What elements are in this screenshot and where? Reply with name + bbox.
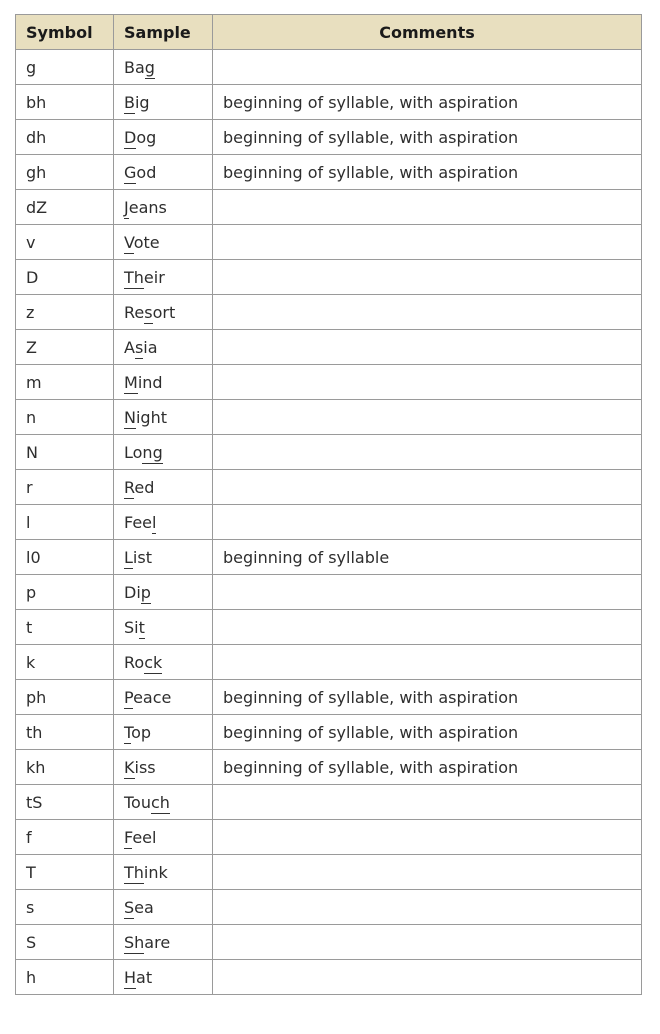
- sample-underlined-sound: N: [124, 407, 136, 427]
- comment-cell: beginning of syllable, with aspiration: [213, 120, 642, 155]
- sample-cell: [114, 645, 213, 680]
- sample-text-after: ia: [143, 337, 158, 357]
- table-row: [16, 225, 642, 260]
- comment-cell: [213, 575, 642, 610]
- sample-underlined-sound: H: [124, 967, 137, 987]
- table-row: [16, 295, 642, 330]
- table-row: [16, 855, 642, 890]
- sample-cell: [114, 295, 213, 330]
- sample-cell: [114, 750, 213, 785]
- symbol-cell: dh: [16, 120, 114, 155]
- comment-cell: [213, 225, 642, 260]
- symbol-cell: l: [16, 505, 114, 540]
- sample-cell: [114, 820, 213, 855]
- symbol-cell: l0: [16, 540, 114, 575]
- table-row: [16, 50, 642, 85]
- table-row: [16, 960, 642, 995]
- symbol-cell: k: [16, 645, 114, 680]
- sample-underlined-sound: ck: [144, 652, 163, 672]
- sample-cell: [114, 575, 213, 610]
- table-row: [16, 540, 642, 575]
- table-row: [16, 750, 642, 785]
- table-row: [16, 820, 642, 855]
- phoneme-table: [15, 14, 642, 995]
- comment-cell: beginning of syllable, with aspiration: [213, 85, 642, 120]
- sample-underlined-sound: S: [124, 897, 135, 917]
- symbol-cell: N: [16, 435, 114, 470]
- sample-text-after: are: [144, 932, 171, 952]
- sample-underlined-sound: g: [144, 57, 155, 77]
- symbol-cell: D: [16, 260, 114, 295]
- header-row: [16, 15, 642, 50]
- sample-text-after: ort: [152, 302, 176, 322]
- sample-text-after: ind: [137, 372, 163, 392]
- symbol-cell: f: [16, 820, 114, 855]
- sample-cell: [114, 155, 213, 190]
- comment-cell: [213, 505, 642, 540]
- table-row: [16, 85, 642, 120]
- sample-cell: [114, 225, 213, 260]
- sample-cell: [114, 680, 213, 715]
- sample-underlined-sound: T: [124, 722, 132, 742]
- sample-cell: [114, 960, 213, 995]
- sample-underlined-sound: s: [134, 337, 144, 357]
- sample-text-after: at: [136, 967, 153, 987]
- comment-cell: [213, 400, 642, 435]
- sample-text-before: Re: [124, 302, 145, 322]
- sample-cell: [114, 890, 213, 925]
- table-row: [16, 925, 642, 960]
- comment-cell: [213, 50, 642, 85]
- symbol-cell: gh: [16, 155, 114, 190]
- sample-underlined-sound: Sh: [124, 932, 145, 952]
- table-row: [16, 435, 642, 470]
- sample-cell: [114, 470, 213, 505]
- symbol-cell: r: [16, 470, 114, 505]
- sample-text-after: eel: [132, 827, 157, 847]
- sample-cell: [114, 85, 213, 120]
- table-row: [16, 505, 642, 540]
- comment-cell: [213, 925, 642, 960]
- symbol-cell: th: [16, 715, 114, 750]
- header-comments: Comments: [213, 15, 642, 50]
- sample-text-after: ig: [134, 92, 150, 112]
- symbol-cell: Z: [16, 330, 114, 365]
- comment-cell: beginning of syllable, with aspiration: [213, 155, 642, 190]
- table-row: [16, 365, 642, 400]
- table-row: [16, 470, 642, 505]
- sample-text-after: eace: [133, 687, 172, 707]
- sample-text-after: ist: [132, 547, 152, 567]
- sample-underlined-sound: L: [124, 547, 133, 567]
- symbol-cell: s: [16, 890, 114, 925]
- table-row: [16, 120, 642, 155]
- sample-text-after: ea: [134, 897, 154, 917]
- comment-cell: [213, 470, 642, 505]
- sample-cell: [114, 435, 213, 470]
- sample-underlined-sound: P: [124, 687, 134, 707]
- table-header: [16, 15, 642, 50]
- symbol-cell: kh: [16, 750, 114, 785]
- sample-underlined-sound: D: [124, 127, 137, 147]
- sample-underlined-sound: K: [124, 757, 135, 777]
- symbol-cell: dZ: [16, 190, 114, 225]
- sample-underlined-sound: F: [124, 827, 133, 847]
- sample-cell: [114, 855, 213, 890]
- sample-cell: [114, 330, 213, 365]
- sample-underlined-sound: R: [124, 477, 135, 497]
- table-row: [16, 680, 642, 715]
- comment-cell: [213, 330, 642, 365]
- comment-cell: [213, 190, 642, 225]
- symbol-cell: n: [16, 400, 114, 435]
- symbol-cell: bh: [16, 85, 114, 120]
- comment-cell: [213, 820, 642, 855]
- table-row: [16, 890, 642, 925]
- symbol-cell: g: [16, 50, 114, 85]
- sample-underlined-sound: l: [152, 512, 157, 532]
- symbol-cell: S: [16, 925, 114, 960]
- comment-cell: beginning of syllable, with aspiration: [213, 750, 642, 785]
- sample-underlined-sound: t: [138, 617, 145, 637]
- sample-text-after: ote: [133, 232, 160, 252]
- sample-text-after: od: [136, 162, 157, 182]
- comment-cell: beginning of syllable, with aspiration: [213, 715, 642, 750]
- comment-cell: beginning of syllable, with aspiration: [213, 680, 642, 715]
- sample-cell: [114, 260, 213, 295]
- sample-cell: [114, 785, 213, 820]
- sample-text-before: Fee: [124, 512, 153, 532]
- sample-text-after: iss: [134, 757, 156, 777]
- sample-cell: [114, 715, 213, 750]
- symbol-cell: p: [16, 575, 114, 610]
- sample-text-before: Ro: [124, 652, 145, 672]
- table-row: [16, 785, 642, 820]
- comment-cell: [213, 435, 642, 470]
- table-body: [16, 50, 642, 995]
- table-row: [16, 645, 642, 680]
- table-row: [16, 400, 642, 435]
- sample-text-before: Di: [124, 582, 141, 602]
- comment-cell: [213, 365, 642, 400]
- sample-text-before: Si: [124, 617, 139, 637]
- symbol-cell: tS: [16, 785, 114, 820]
- sample-underlined-sound: G: [124, 162, 137, 182]
- sample-cell: [114, 540, 213, 575]
- comment-cell: [213, 645, 642, 680]
- comment-cell: [213, 785, 642, 820]
- sample-text-after: eans: [128, 197, 167, 217]
- sample-cell: [114, 610, 213, 645]
- sample-underlined-sound: Th: [124, 862, 144, 882]
- header-symbol: Symbol: [16, 15, 114, 50]
- sample-underlined-sound: Th: [124, 267, 144, 287]
- symbol-cell: m: [16, 365, 114, 400]
- sample-underlined-sound: M: [124, 372, 138, 392]
- table-row: [16, 190, 642, 225]
- sample-cell: [114, 400, 213, 435]
- table-row: [16, 330, 642, 365]
- sample-cell: [114, 365, 213, 400]
- sample-cell: [114, 190, 213, 225]
- sample-underlined-sound: s: [144, 302, 153, 322]
- sample-text-after: og: [136, 127, 157, 147]
- comment-cell: [213, 260, 642, 295]
- comment-cell: [213, 855, 642, 890]
- table-row: [16, 155, 642, 190]
- sample-underlined-sound: V: [124, 232, 134, 252]
- symbol-cell: v: [16, 225, 114, 260]
- comment-cell: [213, 960, 642, 995]
- sample-text-before: Tou: [124, 792, 151, 812]
- sample-text-after: ight: [135, 407, 167, 427]
- comment-cell: beginning of syllable: [213, 540, 642, 575]
- sample-underlined-sound: ng: [142, 442, 163, 462]
- table-row: [16, 575, 642, 610]
- sample-text-before: A: [124, 337, 135, 357]
- sample-cell: [114, 925, 213, 960]
- table-row: [16, 260, 642, 295]
- sample-text-after: ink: [143, 862, 168, 882]
- sample-text-before: Ba: [124, 57, 145, 77]
- sample-cell: [114, 120, 213, 155]
- sample-text-after: ed: [134, 477, 155, 497]
- sample-underlined-sound: J: [124, 197, 129, 217]
- symbol-cell: T: [16, 855, 114, 890]
- symbol-cell: h: [16, 960, 114, 995]
- sample-underlined-sound: ch: [150, 792, 170, 812]
- sample-text-before: Lo: [124, 442, 143, 462]
- comment-cell: [213, 610, 642, 645]
- symbol-cell: z: [16, 295, 114, 330]
- comment-cell: [213, 890, 642, 925]
- sample-underlined-sound: p: [140, 582, 151, 602]
- sample-text-after: op: [131, 722, 152, 742]
- table-row: [16, 715, 642, 750]
- sample-cell: [114, 50, 213, 85]
- table-row: [16, 610, 642, 645]
- sample-underlined-sound: B: [124, 92, 135, 112]
- sample-cell: [114, 505, 213, 540]
- comment-cell: [213, 295, 642, 330]
- header-sample: Sample: [114, 15, 213, 50]
- symbol-cell: ph: [16, 680, 114, 715]
- sample-text-after: eir: [143, 267, 165, 287]
- symbol-cell: t: [16, 610, 114, 645]
